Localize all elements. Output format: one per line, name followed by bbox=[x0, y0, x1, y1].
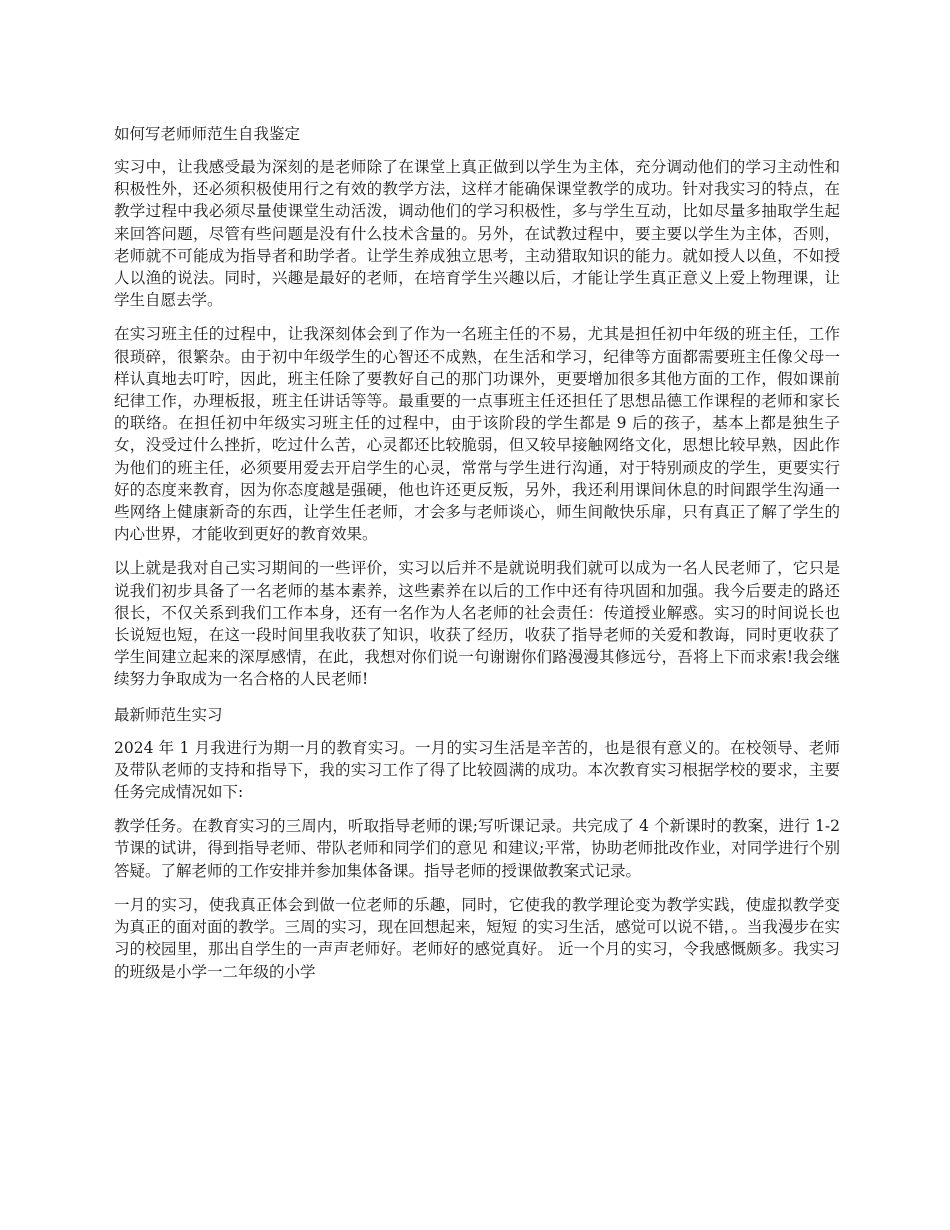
document-title: 如何写老师师范生自我鉴定 bbox=[114, 125, 301, 143]
paragraph-teaching-reflection: 实习中，让我感受最为深刻的是老师除了在课堂上真正做到以学生为主体，充分调动他们的学习主动性和积极性外，还必须积极使用行之有效的教学方法，这样才能确保课堂教学的成功。针对我实习的特点，在教学过程中我必须尽量使课堂生动活泼，调动他们的学习积极性，多与学生互动，比如尽量多抽取学生起来回答问题，尽管有些问题是没有什么技术含量的。另外，在试教过程中，要主要以学生为主体，否则，老师就不可能成为指导者和助学者。让学生养成独立思考，主动猎取知识的能力。就如授人以鱼，不如授人以渔的说法。同时，兴趣是最好的老师，在培育学生兴趣以后，才能让学生真正意义上爱上物理课，让学生自愿去学。 bbox=[114, 158, 840, 310]
section-title: 最新师范生实习 bbox=[114, 705, 223, 724]
paragraph-self-evaluation: 以上就是我对自己实习期间的一些评价，实习以后并不是就说明我们就可以成为一名人民老师了，它只是说我们初步具备了一名老师的基本素养，这些素养在以后的工作中还有待巩固和加强。我今后要走的路还很长，不仅关系到我们工作本身，还有一名作为人名老师的社会责任：传道授业解惑。实习的时间说长也长说短也短，在这一段时间里我收获了知识，收获了经历，收获了指导老师的关爱和教诲，同时更收获了学生间建立起来的深厚感情，在此，我想对你们说一句谢谢你们路漫漫其修远兮，吾将上下而求索!我会继续努力争取成为一名合格的人民老师! bbox=[114, 559, 840, 689]
document-page bbox=[114, 122, 840, 995]
paragraph-homeroom-teacher: 在实习班主任的过程中，让我深刻体会到了作为一名班主任的不易，尤其是担任初中年级的班主任，工作很琐碎，很繁杂。由于初中年级学生的心智还不成熟，在生活和学习，纪律等方面都需要班主任像父母一样认真地去叮咛，因此，班主任除了要教好自己的那门功课外，更要增加很多其他方面的工作，假如课前纪律工作，办理板报，班主任讲话等等。最重要的一点事班主任还担任了思想品德工作课程的老师和家长的联络。在担任初中年级实习班主任的过程中，由于该阶段的学生都是 9 后的孩子，基本上都是独生子女，没受过什么挫折，吃过什么苦，心灵都还比较脆弱，但又较早接触网络文化，思想比较早熟，因此作为他们的班主任，必须要用爱去开启学生的心灵，常常与学生进行沟通，对于特别顽皮的学生，更要实行好的态度来教育，因为你态度越是强硬，他也许还更反叛，另外，我还利用课间休息的时间跟学生沟通一些网络上健康新奇的东西，让学生任老师，才会多与老师谈心，师生间敞快乐扉，只有真正了解了学生的内心世界，才能收到更好的教育效果。 bbox=[114, 325, 840, 544]
paragraph-teaching-tasks: 教学任务。在教育实习的三周内，听取指导老师的课;写听课记录。共完成了 4 个新课时的教案，进行 1-2 节课的试讲，得到指导老师、带队老师和同学们的意见 和建议;平常，协助老师批改作业，对同学进行个别答疑。了解老师的工作安排并参加集体备课。指导老师的授课做教案式记录。 bbox=[114, 817, 840, 880]
paragraph-internship-intro: 2024 年 1 月我进行为期一月的教育实习。一月的实习生活是辛苦的，也是很有意义的。在校领导、老师及带队老师的支持和指导下，我的实习工作了得了比较圆满的成功。本次教育实习根据学校的要求，主要任务完成情况如下: bbox=[114, 738, 840, 802]
paragraph-internship-feelings: 一月的实习，使我真正体会到做一位老师的乐趣，同时，它使我的教学理论变为教学实践，使虚拟教学变为真正的面对面的教学。三周的实习，现在回想起来，短短 的实习生活，感觉可以说不错，。当我漫步在实习的校园里，那出自学生的一声声老师好。老师好的感觉真好。 近一个月的实习，令我感慨颇多。我实习的班级是小学一二年级的小学 bbox=[114, 895, 840, 981]
